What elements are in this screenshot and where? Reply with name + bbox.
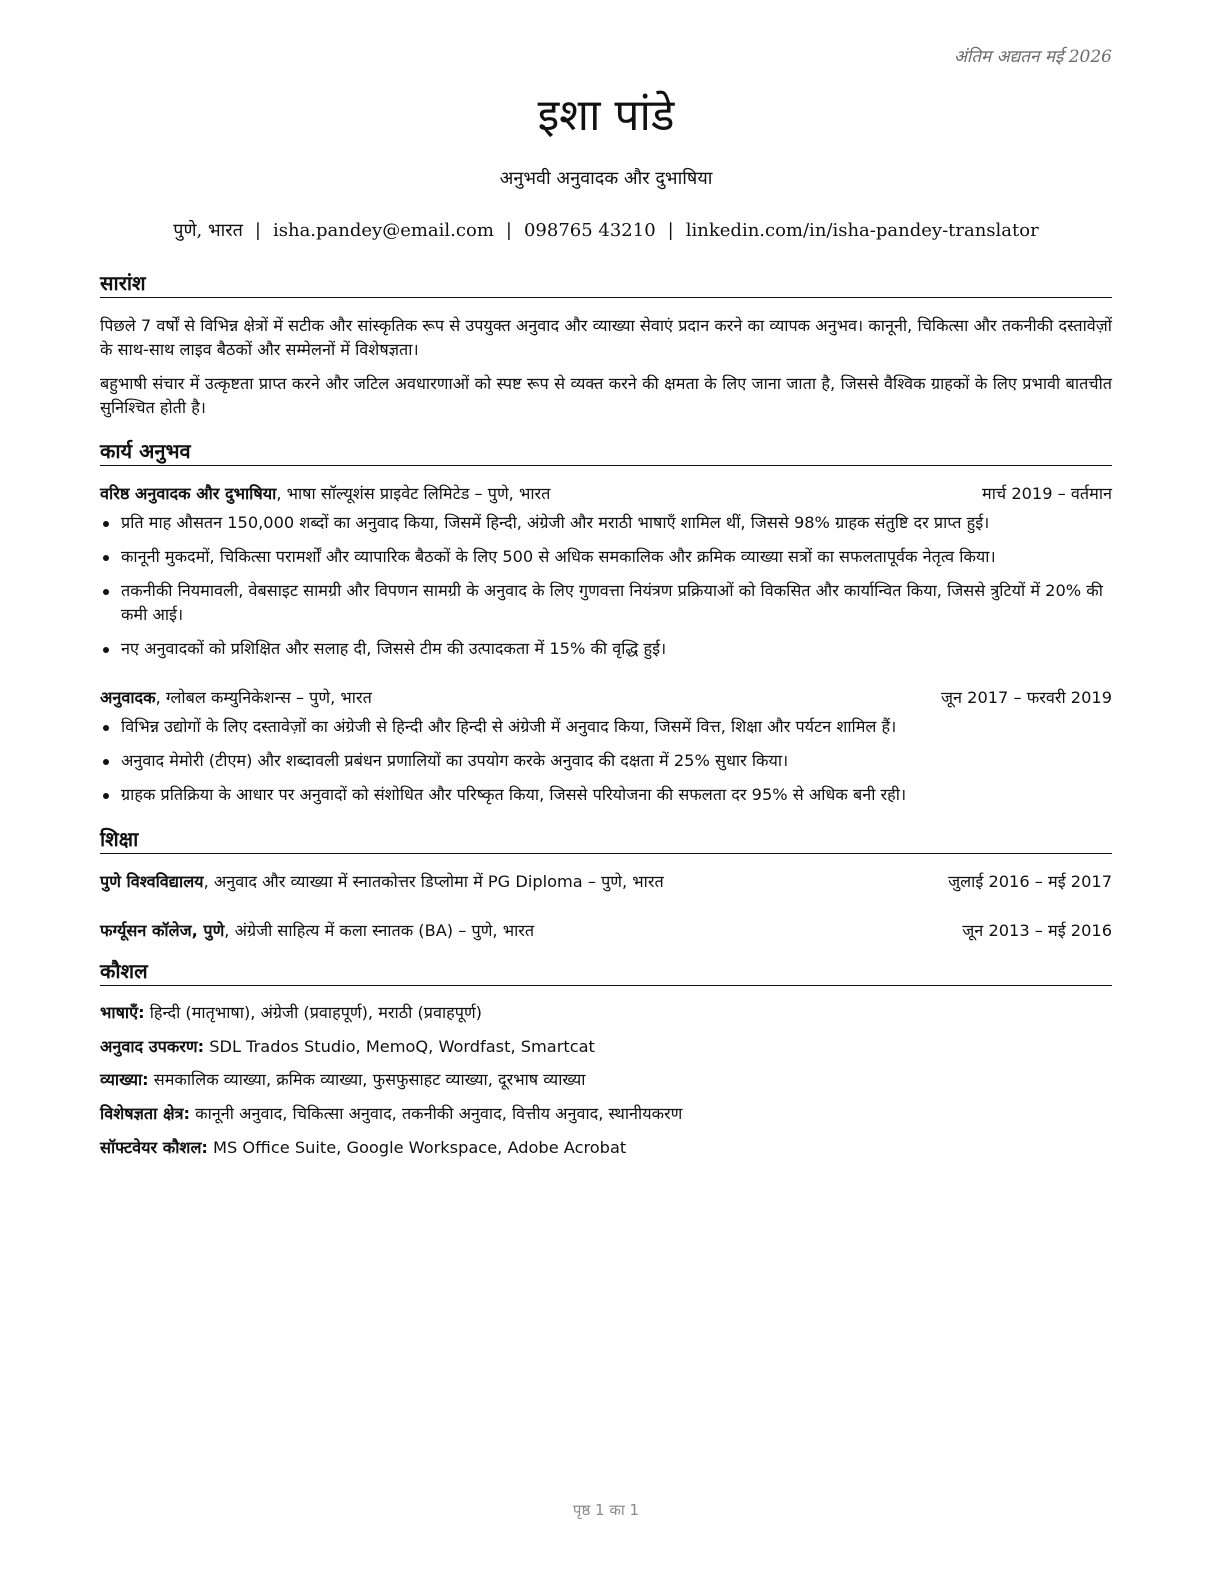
- candidate-tagline: अनुभवी अनुवादक और दुभाषिया: [499, 168, 713, 189]
- skill-label: अनुवाद उपकरण:: [100, 1037, 205, 1056]
- contact-location: पुणे, भारत: [173, 220, 243, 241]
- contact-separator: |: [505, 220, 512, 241]
- skill-line: [100, 1001, 1112, 1025]
- job-bullet: विभिन्न उद्योगों के लिए दस्तावेज़ों का अंग्रेजी से हिन्दी और हिन्दी से अंग्रेजी में अनुवाद किया, जिसमें वित्त, शिक्षा और पर्यटन शामिल हैं।: [100, 715, 1112, 739]
- job-bullets: [100, 511, 1112, 671]
- job-bullet: अनुवाद मेमोरी (टीएम) और शब्दावली प्रबंधन प्रणालियों का उपयोग करके अनुवाद की दक्षता में 25% सुधार किया।: [100, 749, 1112, 773]
- skill-line: [100, 1102, 1112, 1126]
- skill-value: कानूनी अनुवाद, चिकित्सा अनुवाद, तकनीकी अनुवाद, वित्तीय अनुवाद, स्थानीयकरण: [190, 1104, 683, 1123]
- job-header: [100, 482, 1112, 506]
- job-header: [100, 686, 1112, 710]
- skill-line: [100, 1035, 1112, 1059]
- job-org: , ग्लोबल कम्युनिकेशन्स – पुणे, भारत: [155, 688, 372, 707]
- education-entry: [100, 870, 1112, 894]
- job-bullet: तकनीकी नियमावली, वेबसाइट सामग्री और विपणन सामग्री के अनुवाद के लिए गुणवत्ता नियंत्रण प्रक्रियाओं को विकसित और कार्यान्वित किया, जिससे त्रुटियों में 20% की कमी आई।: [100, 579, 1112, 627]
- job-dates: मार्च 2019 – वर्तमान: [982, 484, 1112, 503]
- job-bullet: प्रति माह औसतन 150,000 शब्दों का अनुवाद किया, जिसमें हिन्दी, अंग्रेजी और मराठी भाषाएँ शामिल थीं, जिससे 98% ग्राहक संतुष्टि दर प्राप्त हुई।: [100, 511, 1112, 535]
- job-bullet: नए अनुवादकों को प्रशिक्षित और सलाह दी, जिससे टीम की उत्पादकता में 15% की वृद्धि हुई।: [100, 637, 1112, 661]
- contact-line: [100, 219, 1112, 243]
- skill-line: [100, 1136, 1112, 1160]
- education-institution: फर्ग्यूसन कॉलेज, पुणे: [100, 921, 225, 940]
- job-bullet: कानूनी मुकदमों, चिकित्सा परामर्शों और व्यापारिक बैठकों के लिए 500 से अधिक समकालिक और क्रमिक व्याख्या सत्रों का सफलतापूर्वक नेतृत्व किया।: [100, 545, 1112, 569]
- page-number: पृष्ठ 1 का 1: [572, 1501, 640, 1519]
- job-dates: जून 2017 – फरवरी 2019: [941, 688, 1112, 707]
- skill-line: [100, 1068, 1112, 1092]
- summary-paragraph: पिछले 7 वर्षों से विभिन्न क्षेत्रों में सटीक और सांस्कृतिक रूप से उपयुक्त अनुवाद और व्याख्या सेवाएं प्रदान करने का व्यापक अनुभव। कानूनी, चिकित्सा और तकनीकी दस्तावेज़ों के साथ-साथ लाइव बैठकों और सम्मेलनों में विशेषज्ञता।: [100, 316, 1112, 359]
- education-detail: , अंग्रेजी साहित्य में कला स्नातक (BA) – पुणे, भारत: [224, 921, 535, 940]
- education-detail: , अनुवाद और व्याख्या में स्नातकोत्तर डिप्लोमा में PG Diploma – पुणे, भारत: [203, 872, 664, 891]
- section-title-summary: सारांश: [100, 270, 1112, 298]
- section-title-skills: कौशल: [100, 958, 1112, 986]
- section-title-education: शिक्षा: [100, 826, 1112, 854]
- section-title-experience: कार्य अनुभव: [100, 438, 1112, 466]
- contact-email[interactable]: isha.pandey@email.com: [272, 220, 494, 241]
- education-entry: [100, 919, 1112, 943]
- skill-value: समकालिक व्याख्या, क्रमिक व्याख्या, फुसफुसाहट व्याख्या, दूरभाष व्याख्या: [148, 1070, 586, 1089]
- skill-value: SDL Trados Studio, MemoQ, Wordfast, Smartcat: [204, 1037, 595, 1056]
- skill-label: सॉफ्टवेयर कौशल:: [100, 1138, 208, 1157]
- contact-separator: |: [254, 220, 261, 241]
- skill-label: व्याख्या:: [100, 1070, 149, 1089]
- skill-value: हिन्दी (मातृभाषा), अंग्रेजी (प्रवाहपूर्ण), मराठी (प्रवाहपूर्ण): [144, 1003, 482, 1022]
- candidate-name: इशा पांडे: [537, 90, 675, 141]
- education-dates: जुलाई 2016 – मई 2017: [948, 872, 1112, 891]
- job-role: अनुवादक: [100, 688, 156, 707]
- contact-phone: 098765 43210: [523, 220, 656, 241]
- last-updated: अंतिम अद्यतन मई 2026: [953, 47, 1112, 67]
- contact-linkedin[interactable]: linkedin.com/in/isha-pandey-translator: [685, 220, 1039, 241]
- job-role: वरिष्ठ अनुवादक और दुभाषिया: [100, 484, 277, 503]
- skill-label: भाषाएँ:: [100, 1003, 145, 1022]
- summary-paragraph: बहुभाषी संचार में उत्कृष्टता प्राप्त करने और जटिल अवधारणाओं को स्पष्ट रूप से व्यक्त करने की क्षमता के लिए जाना जाता है, जिससे वैश्विक ग्राहकों के लिए प्रभावी बातचीत सुनिश्चित होती है।: [100, 374, 1112, 417]
- resume-page: [100, 0, 1112, 1584]
- education-institution: पुणे विश्वविद्यालय: [100, 872, 204, 891]
- job-org: , भाषा सॉल्यूशंस प्राइवेट लिमिटेड – पुणे, भारत: [276, 484, 551, 503]
- skill-label: विशेषज्ञता क्षेत्र:: [100, 1104, 191, 1123]
- job-bullet: ग्राहक प्रतिक्रिया के आधार पर अनुवादों को संशोधित और परिष्कृत किया, जिससे परियोजना की सफलता दर 95% से अधिक बनी रही।: [100, 783, 1112, 807]
- contact-separator: |: [667, 220, 674, 241]
- skill-value: MS Office Suite, Google Workspace, Adobe Acrobat: [207, 1138, 627, 1157]
- education-dates: जून 2013 – मई 2016: [962, 921, 1112, 940]
- job-bullets: [100, 715, 1112, 817]
